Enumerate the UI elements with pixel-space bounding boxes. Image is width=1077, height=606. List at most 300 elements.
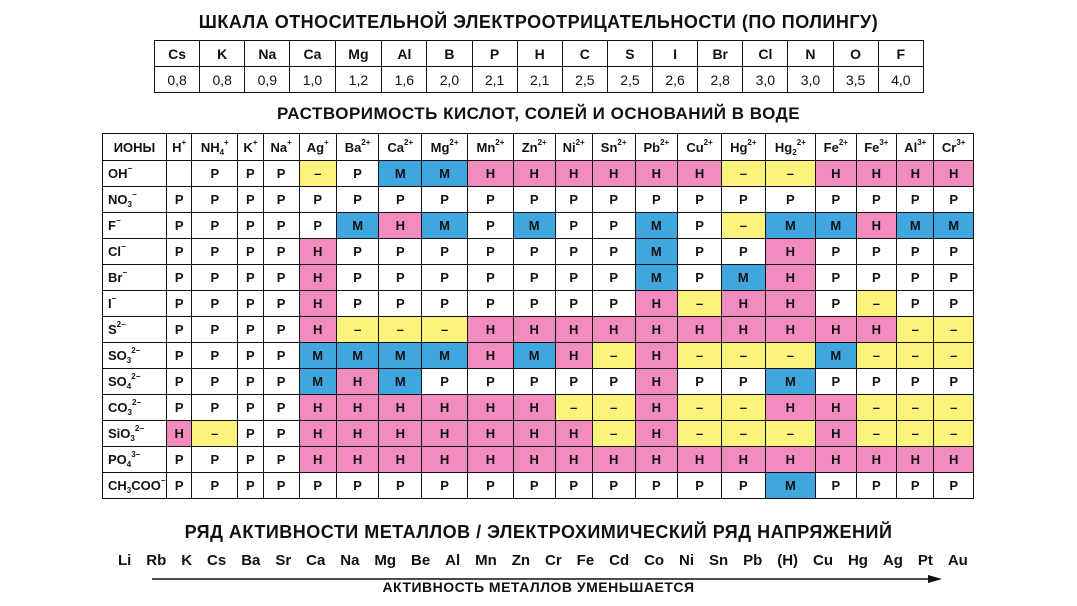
solubility-cell: Р — [468, 473, 514, 499]
element-cell: Cs — [155, 41, 200, 67]
metal-symbol: Fe — [576, 552, 595, 569]
metal-symbol: Cr — [545, 552, 562, 569]
anion-label — [103, 473, 167, 499]
solubility-cell: Р — [468, 291, 514, 317]
solubility-cell: Р — [555, 473, 592, 499]
solubility-cell: М — [635, 265, 678, 291]
solubility-cell: – — [678, 395, 722, 421]
metal-symbol: Ag — [882, 552, 903, 569]
value-cell: 1,2 — [335, 67, 382, 93]
solubility-cell: Р — [897, 187, 934, 213]
solubility-cell: М — [934, 213, 974, 239]
cation-header — [299, 134, 336, 161]
solubility-cell: Р — [167, 187, 192, 213]
ion-subscript: 3 — [127, 200, 132, 209]
solubility-cell: Р — [167, 291, 192, 317]
value-cell: 2,1 — [472, 67, 517, 93]
corner-cell: ИОНЫ — [103, 134, 167, 161]
solubility-cell: М — [721, 265, 765, 291]
ion-charge: 2+ — [838, 137, 848, 147]
solubility-cell: Р — [238, 421, 263, 447]
solubility-cell: Р — [192, 395, 238, 421]
solubility-cell: – — [934, 421, 974, 447]
element-cell: Br — [698, 41, 743, 67]
solubility-cell: Н — [678, 447, 722, 473]
solubility-cell: Р — [167, 343, 192, 369]
solubility-cell: Р — [468, 369, 514, 395]
solubility-cell: Р — [263, 291, 299, 317]
ion-charge: 2+ — [575, 137, 585, 147]
solubility-cell: Р — [816, 369, 857, 395]
solubility-cell: Н — [336, 447, 379, 473]
ion-base: NO — [108, 192, 128, 207]
cation-header — [555, 134, 592, 161]
solubility-cell: Р — [592, 265, 635, 291]
solubility-cell: Р — [555, 291, 592, 317]
solubility-cell: М — [299, 343, 336, 369]
solubility-cell: – — [422, 317, 468, 343]
solubility-cell: М — [765, 473, 815, 499]
solubility-cell: Р — [379, 473, 422, 499]
solubility-cell: Р — [336, 291, 379, 317]
solubility-cell: Р — [635, 187, 678, 213]
solubility-cell: Р — [336, 265, 379, 291]
solubility-cell: – — [555, 395, 592, 421]
anion-label — [103, 317, 167, 343]
solubility-cell: Н — [816, 447, 857, 473]
solubility-cell: Н — [765, 265, 815, 291]
ion-base: SO — [108, 348, 127, 363]
ion-subscript: 3 — [130, 434, 135, 443]
solubility-cell: Р — [238, 187, 263, 213]
solubility-cell: Р — [192, 317, 238, 343]
solubility-cell: Н — [816, 395, 857, 421]
solubility-cell: М — [765, 213, 815, 239]
cation-header — [192, 134, 238, 161]
element-cell: H — [517, 41, 562, 67]
solubility-cell: Р — [192, 473, 238, 499]
ion-charge: − — [111, 294, 117, 303]
solubility-cell: М — [379, 161, 422, 187]
ion-charge: 2+ — [617, 137, 627, 147]
solubility-cell: Р — [592, 291, 635, 317]
solubility-cell: Р — [263, 317, 299, 343]
anion-label — [103, 291, 167, 317]
solubility-cell: Р — [263, 213, 299, 239]
ion-subscript: 4 — [126, 460, 132, 469]
ion-charge: 3+ — [956, 137, 966, 147]
solubility-cell: Н — [592, 161, 635, 187]
solubility-cell: М — [422, 343, 468, 369]
ion-base: OH — [108, 166, 128, 181]
solubility-cell: Р — [468, 187, 514, 213]
solubility-cell: Р — [934, 187, 974, 213]
solubility-cell: Р — [816, 187, 857, 213]
solubility-cell: Р — [238, 213, 263, 239]
solubility-cell: Р — [897, 265, 934, 291]
solubility-cell: Р — [263, 395, 299, 421]
metal-symbol: Al — [445, 552, 461, 569]
value-cell: 4,0 — [878, 67, 923, 93]
ion-charge: 3+ — [879, 137, 889, 147]
element-cell: I — [653, 41, 698, 67]
ion-base: Mg — [430, 139, 450, 155]
element-cell: Al — [382, 41, 427, 67]
solubility-cell: Р — [299, 187, 336, 213]
solubility-cell: Р — [422, 369, 468, 395]
element-cell: B — [427, 41, 472, 67]
solubility-cell: Р — [856, 473, 897, 499]
solubility-cell: Н — [513, 161, 555, 187]
solubility-cell: Р — [238, 473, 263, 499]
solubility-cell: М — [635, 213, 678, 239]
value-cell: 1,6 — [382, 67, 427, 93]
cation-header — [678, 134, 722, 161]
element-cell: C — [562, 41, 607, 67]
anion-row — [103, 473, 974, 499]
solubility-cell: Р — [856, 369, 897, 395]
ion-charge: 2+ — [537, 137, 547, 147]
metal-symbol: Hg — [847, 552, 868, 569]
solubility-cell: Р — [238, 395, 263, 421]
solubility-cell: Н — [635, 395, 678, 421]
solubility-cell: Р — [678, 265, 722, 291]
solubility-cell: Р — [238, 161, 263, 187]
anion-row — [103, 447, 974, 473]
ion-charge: 2− — [134, 424, 144, 433]
solubility-cell: – — [897, 395, 934, 421]
solubility-cell: Р — [263, 447, 299, 473]
value-cell: 2,6 — [653, 67, 698, 93]
solubility-cell: Р — [635, 473, 678, 499]
solubility-title: РАСТВОРИМОСТЬ КИСЛОТ, СОЛЕЙ И ОСНОВАНИЙ В ВОДЕ — [276, 104, 801, 123]
solubility-cell: Р — [678, 239, 722, 265]
value-cell: 0,8 — [200, 67, 245, 93]
solubility-cell: Н — [816, 421, 857, 447]
solubility-cell: Р — [721, 187, 765, 213]
solubility-cell: Р — [192, 343, 238, 369]
metal-symbol: Rb — [146, 552, 167, 569]
solubility-cell: Р — [816, 291, 857, 317]
value-cell: 3,5 — [833, 67, 878, 93]
ion-base: Fe — [823, 139, 839, 155]
ion-charge: + — [287, 137, 292, 147]
cation-header — [721, 134, 765, 161]
solubility-cell: – — [192, 421, 238, 447]
solubility-cell: Н — [379, 213, 422, 239]
element-cell: Mg — [335, 41, 382, 67]
solubility-cell: Н — [555, 317, 592, 343]
ion-charge: 2+ — [404, 137, 414, 147]
cation-header — [263, 134, 299, 161]
ion-charge: 2+ — [495, 137, 505, 147]
solubility-cell: – — [592, 421, 635, 447]
solubility-cell: Р — [856, 265, 897, 291]
solubility-cell: Н — [765, 317, 815, 343]
solubility-cell: Н — [299, 291, 336, 317]
metal-symbol: K — [181, 552, 193, 569]
solubility-cell: Р — [263, 187, 299, 213]
metal-symbol: Ba — [241, 552, 261, 569]
solubility-cell: Н — [422, 395, 468, 421]
value-cell: 2,1 — [517, 67, 562, 93]
anion-row — [103, 395, 974, 421]
solubility-cell: Н — [934, 447, 974, 473]
anion-label — [103, 421, 167, 447]
ion-subscript: 3 — [126, 486, 132, 495]
solubility-cell: Н — [167, 421, 192, 447]
solubility-cell: – — [721, 395, 765, 421]
solubility-cell: Р — [555, 265, 592, 291]
solubility-cell: Р — [513, 369, 555, 395]
solubility-cell: Н — [765, 395, 815, 421]
solubility-cell: Р — [422, 187, 468, 213]
solubility-cell: Р — [167, 265, 192, 291]
solubility-cell: – — [721, 343, 765, 369]
cation-header — [765, 134, 815, 161]
solubility-cell: Н — [765, 239, 815, 265]
solubility-cell: Р — [513, 239, 555, 265]
ion-base: CO — [108, 400, 128, 415]
ion-subscript: 2 — [792, 147, 797, 157]
metal-symbol: Au — [947, 552, 968, 569]
solubility-cell: – — [379, 317, 422, 343]
solubility-cell: Р — [555, 239, 592, 265]
cation-header — [592, 134, 635, 161]
solubility-cell: М — [897, 213, 934, 239]
metal-symbol: Co — [644, 552, 665, 569]
solubility-cell: Н — [468, 317, 514, 343]
ion-charge: + — [324, 137, 329, 147]
solubility-cell: Н — [897, 161, 934, 187]
solubility-cell: Р — [897, 369, 934, 395]
solubility-cell: Р — [192, 369, 238, 395]
solubility-cell: Р — [167, 369, 192, 395]
solubility-cell: Н — [721, 291, 765, 317]
metal-symbol: Na — [340, 552, 360, 569]
solubility-cell: Р — [167, 239, 192, 265]
anion-label — [103, 395, 167, 421]
element-cell: Ca — [290, 41, 335, 67]
solubility-cell: – — [897, 421, 934, 447]
metal-symbol: Zn — [511, 552, 531, 569]
solubility-cell: Р — [238, 239, 263, 265]
metal-symbol: (H) — [777, 552, 799, 569]
solubility-cell: Р — [422, 291, 468, 317]
solubility-cell: – — [856, 343, 897, 369]
solubility-cell: Н — [635, 161, 678, 187]
cation-header — [897, 134, 934, 161]
ion-base: Ba — [344, 139, 362, 155]
value-cell: 2,5 — [607, 67, 652, 93]
solubility-cell: Н — [856, 213, 897, 239]
anion-row — [103, 187, 974, 213]
solubility-cell: Р — [379, 265, 422, 291]
solubility-cell: Р — [678, 213, 722, 239]
solubility-cell: М — [336, 213, 379, 239]
metal-symbol: Ni — [679, 552, 695, 569]
solubility-cell: Р — [167, 213, 192, 239]
element-cell: F — [878, 41, 923, 67]
solubility-cell: Н — [897, 447, 934, 473]
ion-base: K — [243, 139, 253, 155]
solubility-cell: М — [379, 343, 422, 369]
solubility-cell: Н — [856, 317, 897, 343]
element-cell: K — [200, 41, 245, 67]
anion-row — [103, 161, 974, 187]
solubility-cell: Н — [422, 421, 468, 447]
solubility-cell: – — [721, 213, 765, 239]
solubility-cell: Р — [934, 239, 974, 265]
solubility-cell: Р — [765, 187, 815, 213]
ion-charge: 2+ — [796, 137, 806, 147]
cation-header — [934, 134, 974, 161]
solubility-cell: Р — [263, 265, 299, 291]
solubility-cell: Н — [592, 317, 635, 343]
solubility-cell: Р — [263, 161, 299, 187]
ion-base: I — [108, 296, 112, 311]
solubility-cell: Р — [592, 473, 635, 499]
solubility-cell: Р — [897, 473, 934, 499]
ion-charge: + — [252, 137, 258, 147]
solubility-cell: Р — [422, 265, 468, 291]
solubility-cell: Н — [635, 317, 678, 343]
solubility-cell: – — [592, 395, 635, 421]
solubility-cell: Р — [422, 239, 468, 265]
ion-base: Hg — [730, 139, 748, 155]
anion-label — [103, 187, 167, 213]
solubility-cell: Р — [897, 239, 934, 265]
metal-symbol: Li — [118, 552, 132, 569]
element-cell: Cl — [743, 41, 788, 67]
solubility-cell: – — [721, 421, 765, 447]
ion-charge: + — [181, 137, 187, 147]
solubility-cell: Н — [635, 291, 678, 317]
anion-label — [103, 239, 167, 265]
ion-base: Na — [270, 139, 288, 155]
solubility-cell: Р — [238, 369, 263, 395]
solubility-cell: Н — [555, 161, 592, 187]
solubility-cell: – — [592, 343, 635, 369]
anion-label — [103, 343, 167, 369]
solubility-cell: Р — [468, 213, 514, 239]
solubility-cell: М — [422, 161, 468, 187]
metal-symbol: Cu — [813, 552, 834, 569]
solubility-cell: Р — [336, 473, 379, 499]
solubility-cell: Р — [336, 187, 379, 213]
solubility-cell: Р — [167, 473, 192, 499]
ion-charge: 2+ — [660, 137, 670, 147]
ion-subscript: 4 — [126, 382, 132, 391]
solubility-cell: – — [934, 395, 974, 421]
solubility-cell: М — [816, 213, 857, 239]
solubility-cell: Р — [263, 473, 299, 499]
metal-symbol: Cs — [207, 552, 227, 569]
solubility-cell: Н — [513, 317, 555, 343]
solubility-cell: Н — [379, 421, 422, 447]
solubility-cell: М — [513, 213, 555, 239]
solubility-cell: Р — [379, 239, 422, 265]
solubility-cell: – — [856, 395, 897, 421]
solubility-cell: Н — [299, 447, 336, 473]
metal-symbol: Mg — [374, 552, 397, 569]
solubility-cell: Р — [336, 239, 379, 265]
ion-base: Zn — [521, 139, 538, 155]
element-cell: O — [833, 41, 878, 67]
solubility-cell: Р — [468, 265, 514, 291]
solubility-cell: Р — [592, 369, 635, 395]
solubility-cell: Р — [816, 265, 857, 291]
solubility-cell: Н — [299, 421, 336, 447]
anion-row — [103, 213, 974, 239]
solubility-cell: – — [678, 343, 722, 369]
solubility-cell: Р — [192, 291, 238, 317]
solubility-cell: Н — [816, 161, 857, 187]
ion-base: Sn — [600, 139, 618, 155]
solubility-cell: Н — [299, 239, 336, 265]
solubility-cell: Н — [555, 421, 592, 447]
solubility-cell: Р — [299, 213, 336, 239]
anion-label — [103, 161, 167, 187]
solubility-cell: – — [856, 421, 897, 447]
solubility-cell: Р — [167, 317, 192, 343]
ion-base: Pb — [643, 139, 661, 155]
solubility-cell: Р — [336, 161, 379, 187]
metal-symbol: Ca — [306, 552, 326, 569]
cation-header — [468, 134, 514, 161]
anion-row — [103, 291, 974, 317]
solubility-cell: – — [765, 421, 815, 447]
solubility-cell: М — [765, 369, 815, 395]
cation-header — [422, 134, 468, 161]
element-row — [155, 41, 924, 67]
solubility-cell: Р — [263, 343, 299, 369]
ion-subscript: 4 — [219, 147, 225, 157]
solubility-cell: Р — [721, 473, 765, 499]
solubility-cell: Н — [513, 395, 555, 421]
solubility-cell: Р — [856, 239, 897, 265]
solubility-cell: М — [379, 369, 422, 395]
activity-caption: АКТИВНОСТЬ МЕТАЛЛОВ УМЕНЬШАЕТСЯ — [382, 579, 695, 595]
solubility-cell: Н — [513, 447, 555, 473]
ion-charge: − — [160, 476, 166, 485]
ion-base: PO — [108, 452, 127, 467]
solubility-cell: – — [856, 291, 897, 317]
solubility-cell: Р — [238, 291, 263, 317]
solubility-cell: Н — [765, 447, 815, 473]
ion-base: NH — [200, 139, 220, 155]
cation-header — [513, 134, 555, 161]
ion-base: Br — [108, 270, 123, 285]
solubility-cell: Р — [934, 369, 974, 395]
metal-symbol: Sn — [708, 552, 729, 569]
ion-charge: − — [127, 164, 133, 173]
solubility-cell: Н — [299, 317, 336, 343]
solubility-cell: Н — [299, 395, 336, 421]
solubility-cell: – — [897, 343, 934, 369]
ion-charge: 2+ — [703, 137, 713, 147]
solubility-cell: Р — [238, 343, 263, 369]
solubility-cell: М — [635, 239, 678, 265]
anion-row — [103, 421, 974, 447]
solubility-cell: Р — [238, 265, 263, 291]
solubility-cell: Р — [934, 265, 974, 291]
solubility-cell: Н — [468, 343, 514, 369]
solubility-cell: – — [336, 317, 379, 343]
metal-symbol: Sr — [275, 552, 292, 569]
solubility-cell: Р — [192, 447, 238, 473]
ion-charge: 2+ — [747, 137, 757, 147]
